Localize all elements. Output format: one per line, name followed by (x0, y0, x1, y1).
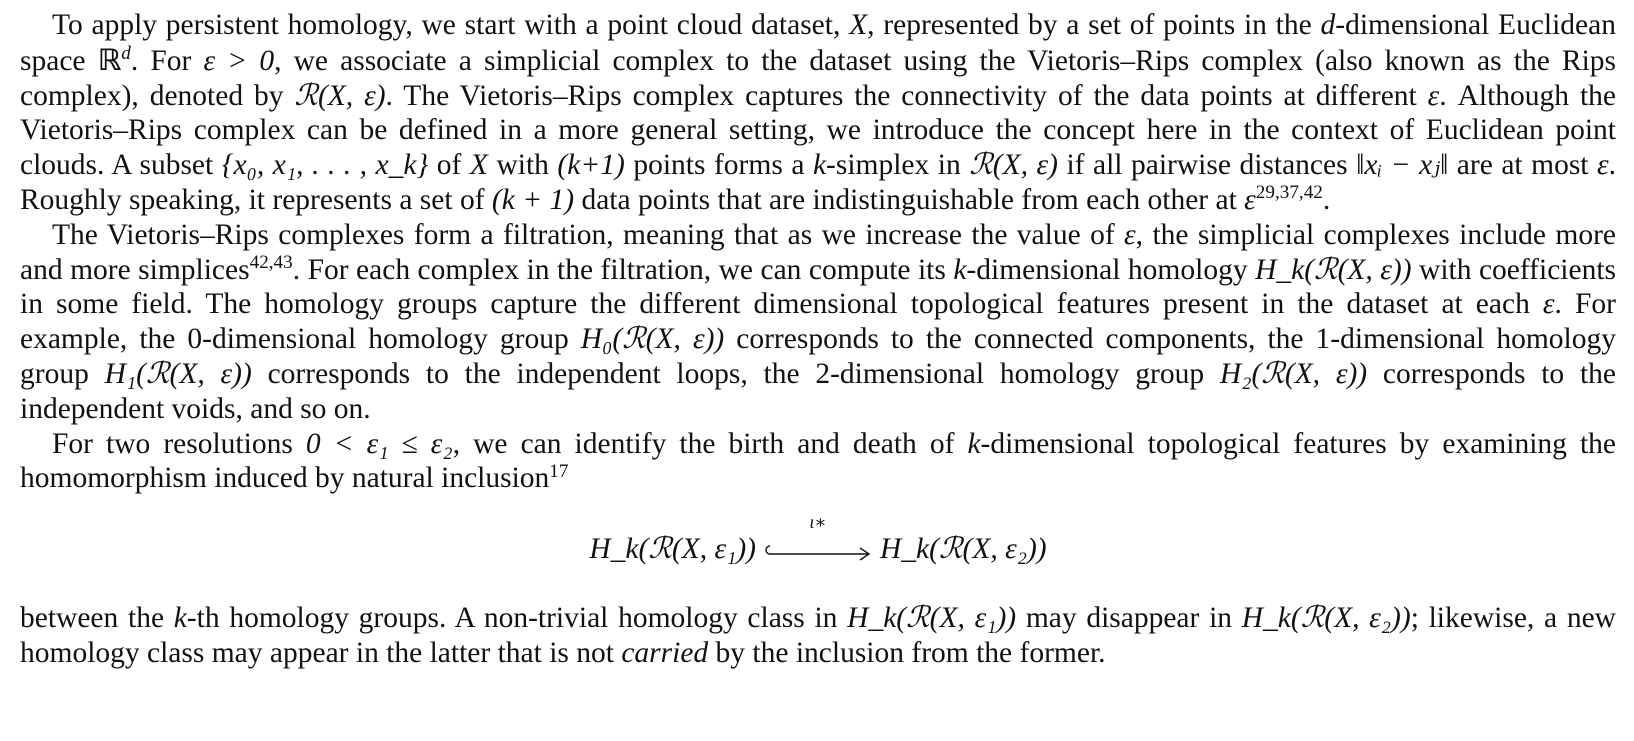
math-epsilon: ε (1427, 79, 1440, 112)
math-k-plus-1: (k+1) (557, 149, 625, 182)
text: points forms a (624, 149, 813, 182)
paragraph-4 (20, 601, 1616, 671)
text: , represented by a set of points in the (867, 9, 1321, 41)
text: data points that are indistinguishable from each other at (574, 183, 1245, 216)
display-equation (20, 496, 1616, 601)
text: with coefficients in some field. The homology groups capture the different dimensional topological features present in the dataset at each (20, 253, 1617, 321)
math-homology-eps1: H_k(ℛ(X, ε₁)) (847, 602, 1017, 635)
math-epsilon: ε (1597, 149, 1609, 182)
math-homology-eps2: H_k(ℛ(X, ε₂)) (1241, 602, 1411, 635)
math-inequality: 0 < ε₁ ≤ ε₂ (305, 427, 453, 460)
math-rips-complex: ℛ(X, ε) (294, 79, 386, 112)
math-d: d (1320, 9, 1336, 41)
paragraph-1 (20, 8, 1616, 218)
inclusion-arrow-icon (762, 511, 874, 564)
text: , we can identify the birth and death of (452, 427, 968, 460)
math-epsilon: ε (1244, 183, 1256, 216)
math-reals: ℝ (97, 42, 122, 77)
math-norm: ‖xᵢ − xⱼ‖ (1356, 149, 1449, 182)
text: between the (20, 602, 174, 635)
text: . Although the Vietoris–Rips complex can be defined in a more general setting, we introduce the concept here in the context of Euclidean point clouds. A subset (20, 79, 1616, 182)
text: of (428, 149, 470, 182)
text: corresponds to the independent loops, the 2-dimensional homology group (251, 357, 1220, 390)
text: , we associate a simplicial complex to the dataset using the Vietoris–Rips complex (also known as the Rips complex), denoted by (20, 44, 1617, 112)
math-rips-complex: ℛ(X, ε) (969, 149, 1058, 182)
paragraph-3 (20, 427, 1616, 497)
text: For two resolutions (52, 427, 306, 460)
math-k-plus-1: (k + 1) (491, 183, 575, 216)
math-homology-0: H₀(ℛ(X, ε)) (580, 323, 725, 356)
text: The Vietoris–Rips complexes form a filtration, meaning that as we increase the value of (52, 218, 1125, 251)
math-superscript-d: d (121, 43, 131, 65)
math-epsilon-positive: ε > 0 (203, 44, 275, 77)
arrow-label: ι∗ (809, 511, 827, 532)
math-homology-k: H_k(ℛ(X, ε)) (1255, 253, 1412, 286)
math-subset: {x₀, x₁, . . . , x_k} (221, 149, 429, 182)
hook-arrow-icon (762, 534, 874, 564)
text: -simplex in (826, 149, 970, 182)
text: are at most (1448, 149, 1598, 182)
text: . Roughly speaking, it represents a set of (20, 149, 1617, 216)
text: corresponds to the connected components, the 1-dimensional homology group (20, 323, 1616, 390)
text: may disappear in (1016, 602, 1242, 635)
math-k: k (812, 149, 827, 182)
math-k: k (173, 602, 187, 635)
emphasis-carried: carried (621, 636, 709, 669)
math-epsilon: ε (1542, 288, 1555, 321)
math-epsilon: ε (1124, 218, 1136, 251)
text: . The Vietoris–Rips complex captures the connectivity of the data points at different (385, 79, 1428, 112)
text: To apply persistent homology, we start with a point cloud dataset, (52, 9, 850, 41)
text: . For example, the 0-dimensional homology group (20, 288, 1616, 356)
text: if all pairwise distances (1057, 149, 1357, 182)
math-k: k (953, 253, 967, 286)
math-homology-eps1: H_k(ℛ(X, ε₁)) (589, 533, 756, 566)
text: with (487, 149, 558, 182)
citation[interactable]: 17 (549, 460, 569, 482)
text: . (1322, 183, 1331, 216)
citation[interactable]: 29,37,42 (1255, 182, 1323, 204)
text: by the inclusion from the former. (708, 636, 1106, 669)
text: -th homology groups. A non-trivial homology class in (186, 602, 848, 635)
text: . For (130, 44, 204, 77)
math-X: X (849, 9, 868, 41)
text: -dimensional Euclidean space (20, 9, 1616, 77)
math-k: k (967, 427, 981, 460)
text: . For each complex in the filtration, we can compute its (292, 253, 954, 286)
text: ; likewise, a new homology class may appear in the latter that is not (20, 602, 1616, 669)
math-X: X (469, 149, 488, 182)
text: -dimensional topological features by examining the homomorphism induced by natural inclusion (20, 427, 1616, 495)
math-homology-1: H₁(ℛ(X, ε)) (104, 357, 252, 390)
citation[interactable]: 42,43 (249, 252, 293, 274)
text: -dimensional homology (966, 253, 1256, 286)
text: , the simplicial complexes include more and more simplices (20, 218, 1616, 286)
paragraph-2 (20, 218, 1616, 427)
text: corresponds to the independent voids, and so on. (20, 357, 1616, 425)
math-homology-eps2: H_k(ℛ(X, ε₂)) (880, 533, 1047, 566)
math-homology-2: H₂(ℛ(X, ε)) (1219, 357, 1368, 390)
